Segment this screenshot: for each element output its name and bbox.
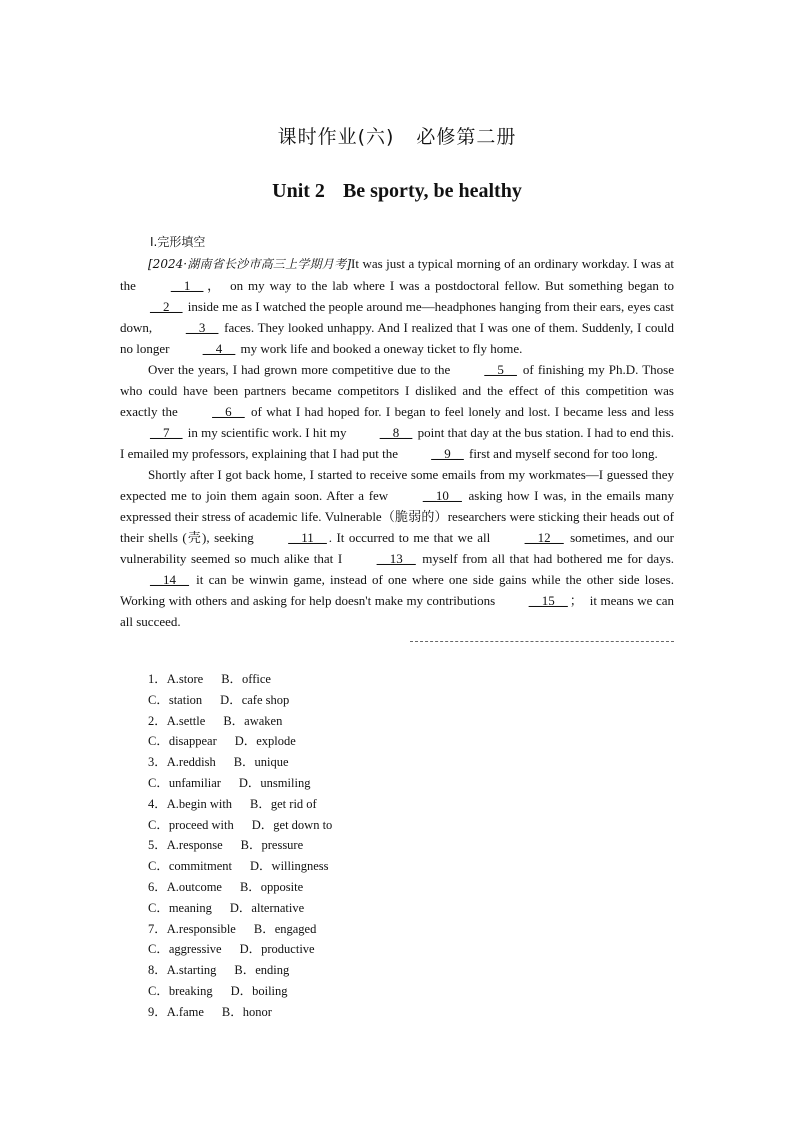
option-d: D．unsmiling (238, 775, 311, 790)
option-b: B．awaken (223, 713, 283, 728)
blank-8: __8__ (379, 425, 413, 440)
option-a: A.responsible (166, 921, 236, 936)
option-row-ab (148, 1002, 332, 1023)
option-a: A.fame (166, 1004, 204, 1019)
passage-text: inside me as I watched the people around me—headphones hanging from their ears, eyes cast down, (120, 299, 674, 335)
option-a: A.reddish (166, 755, 216, 770)
paragraph-1 (120, 253, 674, 359)
paragraph-3 (120, 464, 674, 632)
question-number: 8． (148, 963, 167, 978)
passage-text: my work life and booked a oneway ticket to fly home. (237, 341, 523, 356)
passage-text: Over the years, I had grown more competitive due to the (148, 362, 455, 377)
passage-text: Shortly after I got back home, I started to receive some emails from my workmates—I guessed they expected me to join them again soon. After a few (120, 467, 674, 503)
blank-2: __2__ (150, 299, 183, 314)
option-b: B．honor (221, 1004, 272, 1019)
passage-text: . It occurred to me that we all (328, 530, 495, 545)
cloze-passage (120, 253, 674, 632)
blank-14: __14__ (150, 572, 189, 587)
blank-10: __10__ (422, 488, 462, 503)
title-main: 课时作业(六) (277, 126, 395, 148)
blank-7: __7__ (150, 425, 183, 440)
blank-12: __12__ (524, 530, 564, 545)
blank-6: __6__ (212, 404, 245, 419)
option-b: B．opposite (239, 879, 304, 894)
option-c: C．commitment (148, 859, 233, 874)
option-b: B．unique (233, 755, 289, 770)
blank-4: __4__ (202, 341, 236, 356)
option-b: B．engaged (253, 921, 317, 936)
option-d: D．boiling (230, 983, 288, 998)
option-row-ab (148, 794, 332, 815)
question-number: 9． (148, 1004, 167, 1019)
option-c: C．aggressive (148, 942, 222, 957)
blank-1: __1__ (170, 278, 204, 293)
option-c: C．meaning (148, 900, 212, 915)
option-a: A.starting (166, 963, 217, 978)
dashed-divider (410, 641, 674, 642)
option-row-ab (148, 752, 332, 773)
blank-15: __15__ (528, 593, 568, 608)
blank-5: __5__ (484, 362, 517, 377)
blank-3: __3__ (185, 320, 219, 335)
option-row-cd (148, 815, 332, 836)
option-c: C．proceed with (148, 817, 234, 832)
option-row-cd (148, 939, 332, 960)
option-row-ab (148, 835, 332, 856)
question-number: 3． (148, 755, 167, 770)
passage-text: sometimes, and our vulnerability seemed so much alike that I (120, 530, 674, 566)
question-number: 6． (148, 879, 167, 894)
option-a: A.settle (166, 713, 206, 728)
option-a: A.response (166, 838, 223, 853)
option-c: C．station (148, 692, 203, 707)
unit-label: Unit 2 (272, 180, 325, 202)
blank-9: __9__ (431, 446, 464, 461)
option-d: D．alternative (229, 900, 305, 915)
option-row-ab (148, 960, 332, 981)
passage-text: ； it means we can all succeed. (120, 593, 674, 629)
page-title (0, 122, 794, 149)
question-number: 7． (148, 921, 167, 936)
option-row-ab (148, 919, 332, 940)
option-b: B．office (221, 672, 271, 686)
option-row-cd (148, 690, 332, 711)
option-c: C．disappear (148, 734, 217, 749)
question-number: 1． (148, 672, 167, 686)
option-row-ab (148, 877, 332, 898)
question-number: 5． (148, 838, 167, 853)
unit-title: Be sporty, be healthy (342, 180, 522, 202)
option-row-cd (148, 981, 332, 1002)
passage-source: [2024·湖南省长沙市高三上学期月考] (148, 257, 352, 271)
passage-text: ， on my way to the lab where I was a postdoctoral fellow. But something began to (205, 278, 674, 293)
option-d: D．explode (234, 734, 296, 749)
passage-text: faces. They looked unhappy. And I realized that I was one of them. Suddenly, I could no longer (120, 320, 674, 356)
option-d: D．get down to (251, 817, 333, 832)
question-number: 4． (148, 796, 167, 811)
option-a: A.outcome (166, 879, 222, 894)
section-label: Ⅰ.完形填空 (150, 235, 206, 249)
option-d: D．willingness (250, 859, 329, 874)
answer-options (148, 669, 332, 1023)
option-row-cd (148, 731, 332, 752)
option-d: D．cafe shop (220, 692, 290, 707)
option-b: B．pressure (240, 838, 304, 853)
option-row-ab (148, 711, 332, 732)
option-row-cd (148, 856, 332, 877)
passage-text: in my scientific work. I hit my (184, 425, 350, 440)
option-c: C．breaking (148, 983, 213, 998)
option-a: A.store (166, 672, 204, 686)
passage-text: it can be winwin game, instead of one where one side gains while the other side loses. Working with others and asking for help doesn't make my contributions (120, 572, 674, 608)
option-b: B．ending (234, 963, 290, 978)
blank-11: __11__ (288, 530, 327, 545)
passage-text: of what I had hoped for. I began to feel lonely and lost. I became less and less (246, 404, 674, 419)
option-c: C．unfamiliar (148, 775, 221, 790)
option-b: B．get rid of (250, 796, 317, 811)
option-d: D．productive (239, 942, 315, 957)
question-number: 2． (148, 713, 167, 728)
unit-heading (0, 180, 794, 203)
option-a: A.begin with (166, 796, 233, 811)
title-book: 必修第二册 (416, 126, 517, 148)
option-row-ab (148, 669, 332, 690)
passage-text: It was just a typical morning of an ordinary workday. I was at the (120, 256, 674, 293)
paragraph-2 (120, 359, 674, 464)
option-row-cd (148, 773, 332, 794)
passage-text: point that day at the bus station. I had to end this. I emailed my professors, explaining that I had put the (120, 425, 674, 461)
passage-text: first and myself second for too long. (465, 446, 658, 461)
passage-text: asking how I was, in the emails many expressed their stress of academic life. Vulnerable（脆弱的）researchers were sticking their heads out of their shells (壳), seeking (120, 488, 674, 545)
blank-13: __13__ (376, 551, 416, 566)
passage-text: of finishing my Ph.D. Those who could have been partners became competitors I disliked and the effect of this competition was exactly the (120, 362, 674, 419)
option-row-cd (148, 898, 332, 919)
passage-text: myself from all that had bothered me for days. (417, 551, 675, 566)
